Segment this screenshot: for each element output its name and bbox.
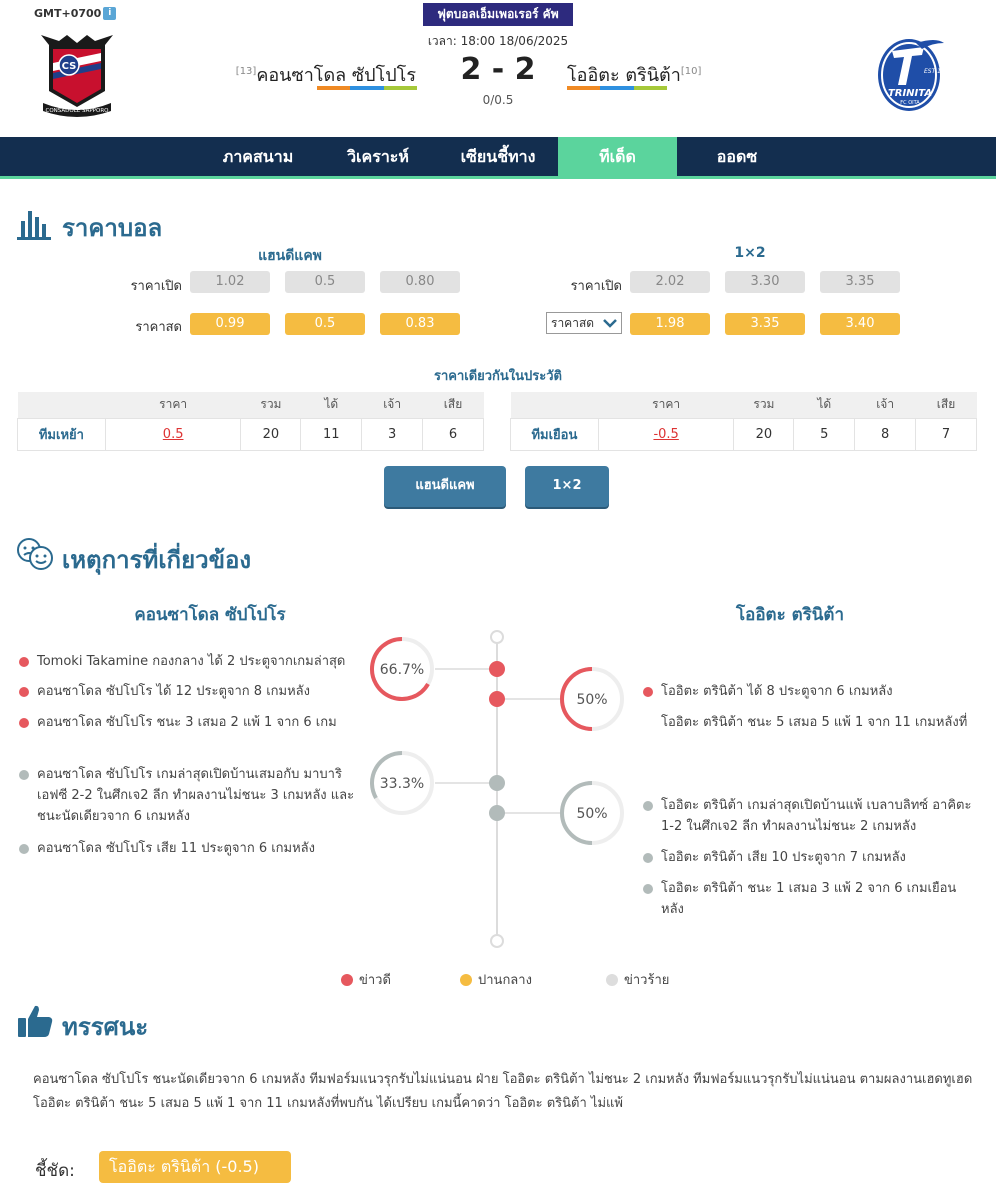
- col-header-price: ราคา: [598, 392, 734, 418]
- good-news-dot: [19, 718, 29, 728]
- good-legend-dot: [341, 974, 353, 986]
- history-team: ทีมเยือน: [511, 418, 599, 450]
- svg-text:CS: CS: [61, 61, 77, 72]
- svg-text:EST 1994: EST 1994: [924, 68, 952, 75]
- list-item: โออิตะ ตรินิต้า ชนะ 1 เสมอ 3 แพ้ 2 จาก 6 เกมเยือนหลัง: [661, 878, 973, 920]
- table-row: [511, 418, 977, 450]
- chevron-down-icon: [602, 317, 618, 329]
- list-item: คอนซาโดล ซัปโปโร ชนะ 3 เสมอ 2 แพ้ 1 จาก 6 เกม: [37, 712, 357, 733]
- 1x2-open-draw: 3.30: [725, 271, 805, 293]
- league-badge[interactable]: ฟุตบอลเอ็มเพอเรอร์ คัพ: [423, 3, 573, 26]
- col-header-draw: เจ้า: [855, 392, 916, 418]
- nav-tab-field[interactable]: ภาคสนาม: [222, 147, 294, 166]
- nav-tab-experts[interactable]: เซียนชี้ทาง: [460, 147, 536, 166]
- bad-legend-dot: [606, 974, 618, 986]
- list-item: โออิตะ ตรินิต้า ได้ 8 ประตูจาก 6 เกมหลัง: [661, 681, 976, 702]
- away-team-label: โออิตะ ตรินิต้า: [567, 65, 681, 86]
- legend-good: ข่าวดี: [341, 969, 391, 990]
- list-item: Tomoki Takamine กองกลาง ได้ 2 ประตูจากเกมล่าสุด: [37, 651, 357, 672]
- thumbs-up-icon: [16, 1003, 54, 1039]
- col-header-lose: เสีย: [423, 392, 484, 418]
- handicap-live-home: 0.99: [190, 313, 270, 335]
- col-header-team: [511, 392, 599, 418]
- events-section-title: เหตุการที่เกี่ยวข้อง: [62, 546, 252, 574]
- home-bad-ring: [372, 753, 432, 813]
- bad-news-dot: [643, 801, 653, 811]
- nav-tab-tips[interactable]: ทีเด็ด: [558, 137, 677, 176]
- col-header-price: ราคา: [105, 392, 241, 418]
- col-header-draw: เจ้า: [362, 392, 423, 418]
- 1x2-live-home: 1.98: [630, 313, 710, 335]
- main-nav: [0, 137, 996, 179]
- nav-tab-odds[interactable]: ออดซ: [716, 147, 758, 166]
- history-title: ราคาเดียวกันในประวัติ: [433, 369, 563, 384]
- handicap-live-away: 0.83: [380, 313, 460, 335]
- handicap-heading: แฮนดีแคพ: [258, 248, 322, 264]
- match-time: เวลา: 18:00 18/06/2025: [427, 34, 569, 48]
- home-bad-marker: [489, 775, 505, 791]
- away-team-name[interactable]: [567, 60, 701, 89]
- col-header-total: รวม: [734, 392, 794, 418]
- good-news-dot: [19, 687, 29, 697]
- odds-section-title: ราคาบอล: [62, 214, 163, 242]
- 1x2-heading: 1×2: [734, 245, 766, 261]
- price-type-select[interactable]: [546, 312, 622, 334]
- match-score: 2 - 2: [460, 52, 536, 87]
- svg-text:33.3%: 33.3%: [379, 776, 425, 792]
- home-good-ring: [372, 639, 432, 699]
- away-bad-ring: [562, 783, 622, 843]
- history-win: 11: [301, 418, 362, 450]
- col-header-team: [18, 392, 106, 418]
- good-news-dot: [643, 687, 653, 697]
- history-table-away: [510, 392, 977, 451]
- price-type-value: ราคาสด: [551, 316, 595, 330]
- history-table-home: [17, 392, 484, 451]
- handicap-line: 0/0.5: [482, 93, 514, 107]
- pick-badge: โออิตะ ตรินิต้า (-0.5): [99, 1151, 291, 1183]
- pick-label: ชี้ชัด:: [35, 1161, 75, 1181]
- bad-news-dot: [19, 844, 29, 854]
- verdict-section-title: ทรรศนะ: [62, 1013, 149, 1041]
- list-item: โออิตะ ตรินิต้า ชนะ 5 เสมอ 5 แพ้ 1 จาก 11 เกมหลังที่: [661, 712, 976, 733]
- away-bad-marker: [489, 805, 505, 821]
- list-item: คอนซาโดล ซัปโปโร เสีย 11 ประตูจาก 6 เกมหลัง: [37, 838, 357, 859]
- table-row: [18, 418, 484, 450]
- home-team-color-bar: [317, 86, 417, 90]
- handicap-open-away: 0.80: [380, 271, 460, 293]
- info-icon[interactable]: i: [103, 7, 116, 20]
- list-item: โออิตะ ตรินิต้า เกมล่าสุดเปิดบ้านแพ้ เบลาบลิทซ์ อาคิตะ 1-2 ในศึกเจ2 ลีก ทำผลงานไม่ชนะ 2 เกมหลัง: [661, 795, 973, 837]
- svg-text:66.7%: 66.7%: [379, 662, 425, 678]
- away-team-color-bar: [567, 86, 667, 90]
- col-header-win: ได้: [794, 392, 855, 418]
- bad-news-dot: [643, 853, 653, 863]
- home-team-label: คอนซาโดล ซัปโปโร: [256, 65, 416, 86]
- timezone-label[interactable]: [34, 7, 116, 20]
- faces-icon: [16, 537, 54, 571]
- bad-news-dot: [643, 884, 653, 894]
- 1x2-live-away: 3.40: [820, 313, 900, 335]
- handicap-open-label: ราคาเปิด: [130, 279, 182, 294]
- home-team-rank: [13]: [235, 66, 257, 77]
- history-draw: 8: [855, 418, 916, 450]
- 1x2-live-draw: 3.35: [725, 313, 805, 335]
- timezone-text: GMT+0700: [34, 7, 102, 20]
- svg-text:TRINITA: TRINITA: [887, 88, 933, 99]
- history-lose: 7: [916, 418, 977, 450]
- list-item: คอนซาโดล ซัปโปโร เกมล่าสุดเปิดบ้านเสมอกับ มาบาริ เอฟซี 2-2 ในศึกเจ2 ลีก ทำผลงานไม่ชนะ 3 เกมหลัง และชนะนัดเดียวจาก 6 เกมหลัง: [37, 764, 357, 827]
- svg-text:50%: 50%: [576, 806, 608, 822]
- handicap-live-line: 0.5: [285, 313, 365, 335]
- col-header-lose: เสีย: [916, 392, 977, 418]
- list-item: คอนซาโดล ซัปโปโร ได้ 12 ประตูจาก 8 เกมหลัง: [37, 681, 357, 702]
- neutral-legend-dot: [460, 974, 472, 986]
- home-team-name[interactable]: [236, 60, 416, 89]
- events-timeline: [360, 625, 640, 950]
- away-good-ring: [562, 669, 622, 729]
- history-win: 5: [794, 418, 855, 450]
- bad-news-dot: [19, 770, 29, 780]
- handicap-button[interactable]: แฮนดีแคพ: [384, 466, 506, 507]
- handicap-live-label: ราคาสด: [135, 320, 182, 335]
- handicap-open-line: 0.5: [285, 271, 365, 293]
- table-header-row: [511, 392, 977, 418]
- svg-text:50%: 50%: [576, 692, 608, 708]
- verdict-text: คอนซาโดล ซัปโปโร ชนะนัดเดียวจาก 6 เกมหลัง ทีมฟอร์มแนวรุกรับไม่แน่นอน ฝ่าย โออิตะ ตรินิต้า ไม่ชนะ 2 เกมหลัง ทีมฟอร์มแนวรุกรับไม่แน่นอน ตามผลงานเฮดทูเฮด โออิตะ ตรินิต้า ชนะ 5 เสมอ 5 แพ้ 1 จาก 11 เกมหลังที่พบกัน ได้เปรียบ เกมนี้คาดว่า โออิตะ ตรินิต้า ไม่แพ้: [33, 1072, 973, 1111]
- match-header: [0, 0, 996, 137]
- history-price-link[interactable]: -0.5: [598, 418, 734, 450]
- 1x2-open-home: 2.02: [630, 271, 710, 293]
- away-team-logo[interactable]: [872, 33, 952, 117]
- 1x2-open-away: 3.35: [820, 271, 900, 293]
- away-good-marker: [489, 691, 505, 707]
- 1x2-button[interactable]: 1×2: [525, 466, 609, 507]
- history-lose: 6: [423, 418, 484, 450]
- nav-tab-analysis[interactable]: วิเคราะห์: [347, 147, 409, 166]
- col-header-total: รวม: [241, 392, 301, 418]
- handicap-open-home: 1.02: [190, 271, 270, 293]
- home-good-marker: [489, 661, 505, 677]
- legend-neutral: ปานกลาง: [460, 969, 532, 990]
- col-header-win: ได้: [301, 392, 362, 418]
- bar-chart-icon: [16, 208, 52, 240]
- 1x2-open-label: ราคาเปิด: [570, 279, 622, 294]
- history-price-link[interactable]: 0.5: [105, 418, 241, 450]
- svg-text:CONSADOLE SAPPORO: CONSADOLE SAPPORO: [45, 108, 109, 114]
- events-home-team: คอนซาโดล ซัปโปโร: [134, 605, 286, 625]
- good-news-dot: [19, 657, 29, 667]
- history-total: 20: [241, 418, 301, 450]
- table-header-row: [18, 392, 484, 418]
- history-total: 20: [734, 418, 794, 450]
- svg-text:FC OITA: FC OITA: [900, 100, 920, 106]
- history-team: ทีมเหย้า: [18, 418, 106, 450]
- away-team-rank: [10]: [680, 66, 702, 77]
- legend-bad: ข่าวร้าย: [606, 969, 669, 990]
- list-item: โออิตะ ตรินิต้า เสีย 10 ประตูจาก 7 เกมหลัง: [661, 847, 973, 868]
- history-draw: 3: [362, 418, 423, 450]
- home-team-logo[interactable]: [37, 33, 117, 117]
- events-away-team: โออิตะ ตรินิต้า: [735, 605, 845, 625]
